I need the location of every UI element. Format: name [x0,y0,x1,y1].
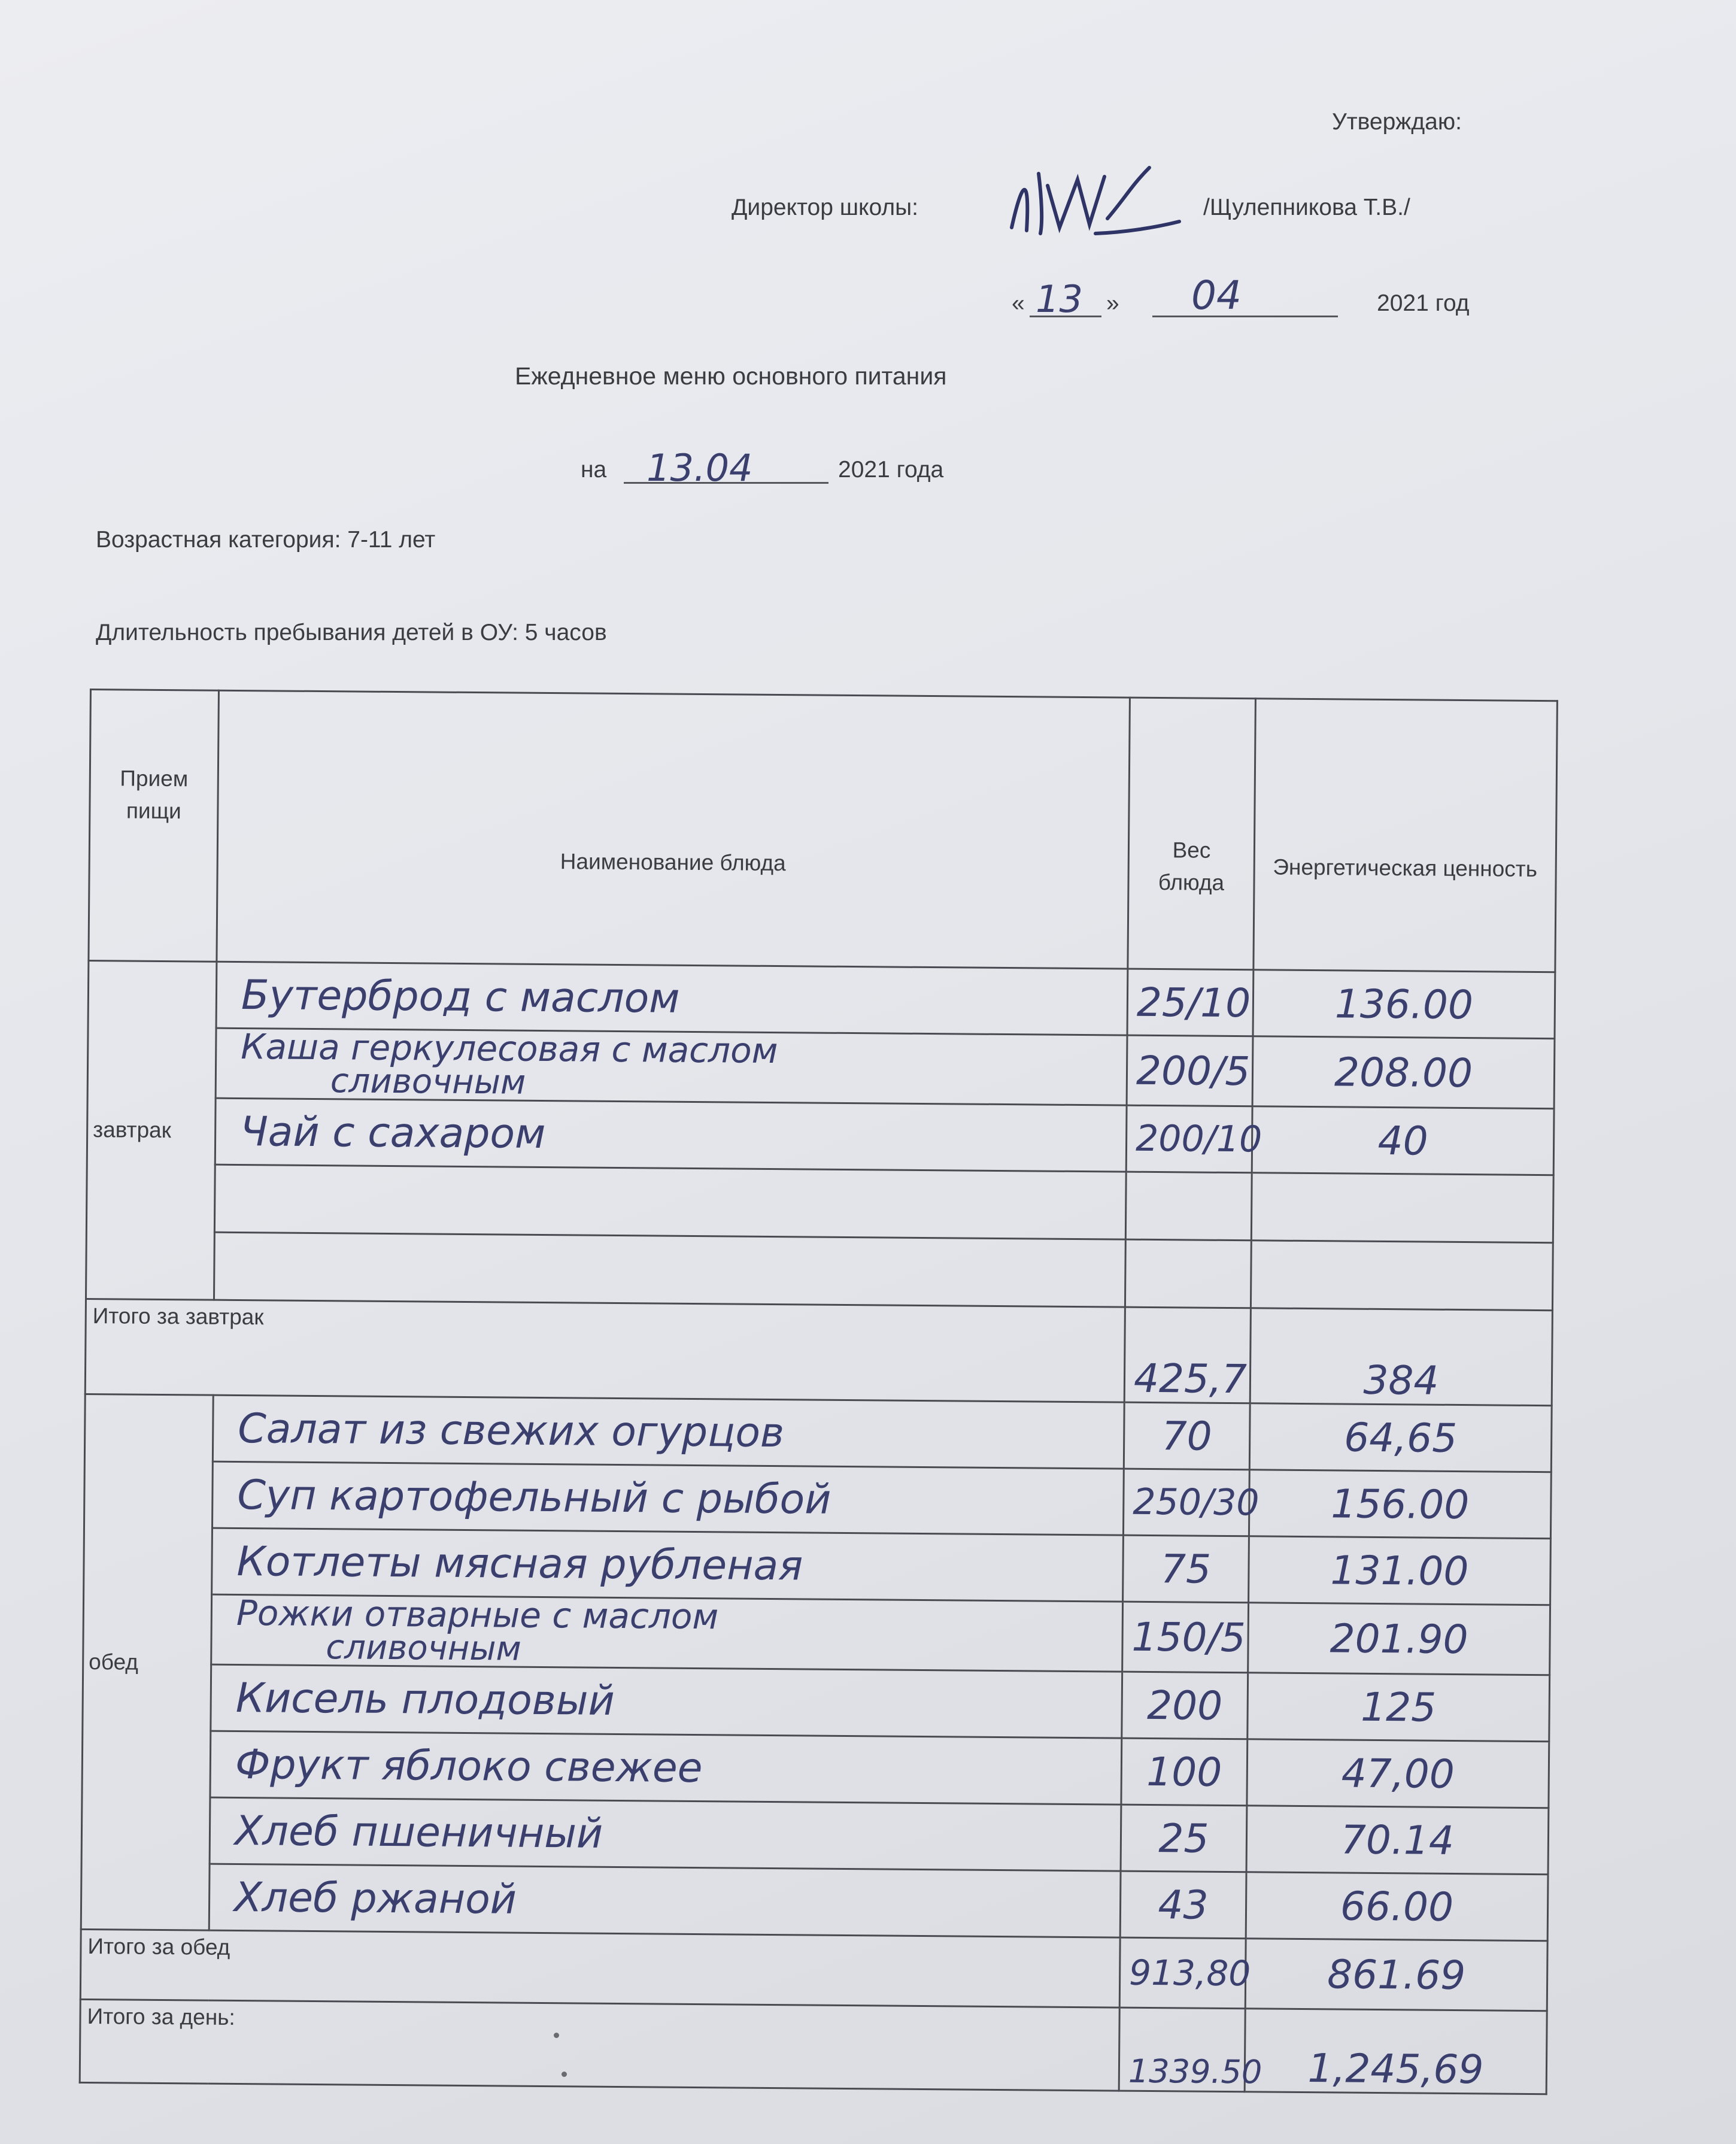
dish-energy: 136.00 [1253,970,1555,1039]
dish-name: Кисель плодовый [211,1664,1122,1738]
dish-energy: 70.14 [1246,1806,1549,1875]
quote-open: « [1012,290,1025,316]
lunch-label: обед [81,1394,213,1930]
dish-name: Салат из свежих огурцов [213,1395,1124,1469]
dish-name: Котлеты мясная рубленая [212,1528,1124,1602]
table-row [87,1027,1555,1108]
empty-cell [1125,1239,1251,1308]
empty-cell [1251,1173,1553,1243]
table-row [81,1796,1549,1874]
dish-name: Хлеб пшеничный [210,1797,1121,1871]
dish-name-continuation: сливочным [330,1062,526,1102]
breakfast-total-energy: 384 [1250,1308,1552,1406]
dish-energy: 66.00 [1246,1872,1548,1941]
table-row [83,1663,1550,1741]
dish-energy: 40 [1252,1106,1554,1175]
dish-name: Фрукт яблоко свежее [210,1731,1122,1805]
empty-cell [1251,1241,1553,1311]
header-energy: Энергетическая ценность [1254,699,1558,972]
date-suffix: 2021 года [838,457,944,483]
empty-cell [1125,1172,1252,1241]
dish-energy: 201.90 [1248,1603,1550,1675]
table-row [84,1460,1552,1538]
header-weight: Вес блюда [1128,698,1256,970]
dish-name: Чай с сахаром [215,1098,1127,1172]
table-row [82,1730,1549,1808]
table-row [87,1097,1554,1175]
day-total-energy: 1,245,69 [1245,2009,1547,2094]
dish-weight: 25/10 [1127,969,1254,1036]
dish-weight: 200 [1122,1672,1248,1739]
page-title: Ежедневное меню основного питания [515,362,947,390]
dish-name: Суп картофельный с рыбой [212,1461,1124,1535]
empty-cell [214,1232,1125,1307]
day-total-row [80,1999,1547,2094]
table-row-empty [86,1231,1553,1310]
breakfast-label: завтрак [86,960,216,1300]
dish-energy: 47,00 [1247,1739,1549,1808]
approval-label: Утверждаю: [1332,109,1462,135]
dish-name: Хлеб ржаной [209,1864,1121,1937]
dish-energy: 131.00 [1249,1536,1551,1605]
dish-weight: 200/10 [1126,1105,1252,1173]
breakfast-total-row [85,1299,1552,1405]
dish-name: Каша геркулесовая с маслом сливочным [216,1028,1127,1105]
dish-energy: 125 [1248,1673,1550,1742]
dish-energy: 64,65 [1249,1403,1552,1472]
dish-weight: 250/30 [1123,1469,1249,1536]
dish-weight: 100 [1121,1738,1248,1806]
quote-close: » [1106,290,1119,316]
table-row [84,1394,1552,1472]
month-underline [1152,316,1338,317]
lunch-total-row [80,1929,1547,2010]
empty-cell [214,1165,1126,1239]
lunch-total-weight: 913,80 [1119,1937,1246,2009]
day-total-label: Итого за день: [80,1999,1119,2091]
dish-name: Бутерброд с маслом [216,962,1128,1035]
dish-weight: 200/5 [1127,1035,1253,1106]
date-prefix: на [581,457,607,483]
stay-duration: Длительность пребывания детей в ОУ: 5 часов [96,620,607,645]
menu-table [79,689,1558,2095]
dish-weight: 70 [1124,1402,1250,1470]
dish-name: Рожки отварные с маслом сливочным [211,1594,1123,1672]
director-label: Директор школы: [732,195,918,220]
dish-energy: 208.00 [1252,1036,1555,1109]
dish-name-continuation: сливочным [326,1628,522,1669]
breakfast-total-weight: 425,7 [1124,1307,1251,1403]
header-meal: Прием пищи [89,690,219,962]
menu-date-value: 13.04 [647,446,753,490]
lunch-total-label: Итого за обед [80,1929,1120,2007]
director-signature [1006,162,1185,254]
approval-year: 2021 год [1377,290,1470,316]
approval-date [1012,272,1550,320]
director-name: /Щулепникова Т.В./ [1203,195,1410,220]
dish-weight: 150/5 [1122,1602,1249,1673]
table-row-empty [86,1163,1553,1242]
paper-speck [554,2033,559,2038]
dish-weight: 75 [1123,1535,1249,1603]
header-row [89,690,1557,972]
menu-date [581,446,1012,494]
dish-weight: 43 [1120,1871,1246,1939]
approval-month: 04 [1191,272,1242,319]
day-total-weight: 1339.50 [1119,2007,1245,2092]
approval-day: 13 [1036,277,1083,321]
paper-speck [562,2072,567,2077]
breakfast-total-label: Итого за завтрак [85,1299,1125,1402]
age-category: Возрастная категория: 7-11 лет [96,527,436,553]
dish-weight: 25 [1121,1805,1247,1872]
table-row [83,1593,1550,1675]
dish-energy: 156.00 [1249,1470,1551,1539]
lunch-total-energy: 861.69 [1245,1939,1547,2011]
header-dish: Наименование блюда [217,690,1130,969]
table-row [81,1863,1548,1940]
